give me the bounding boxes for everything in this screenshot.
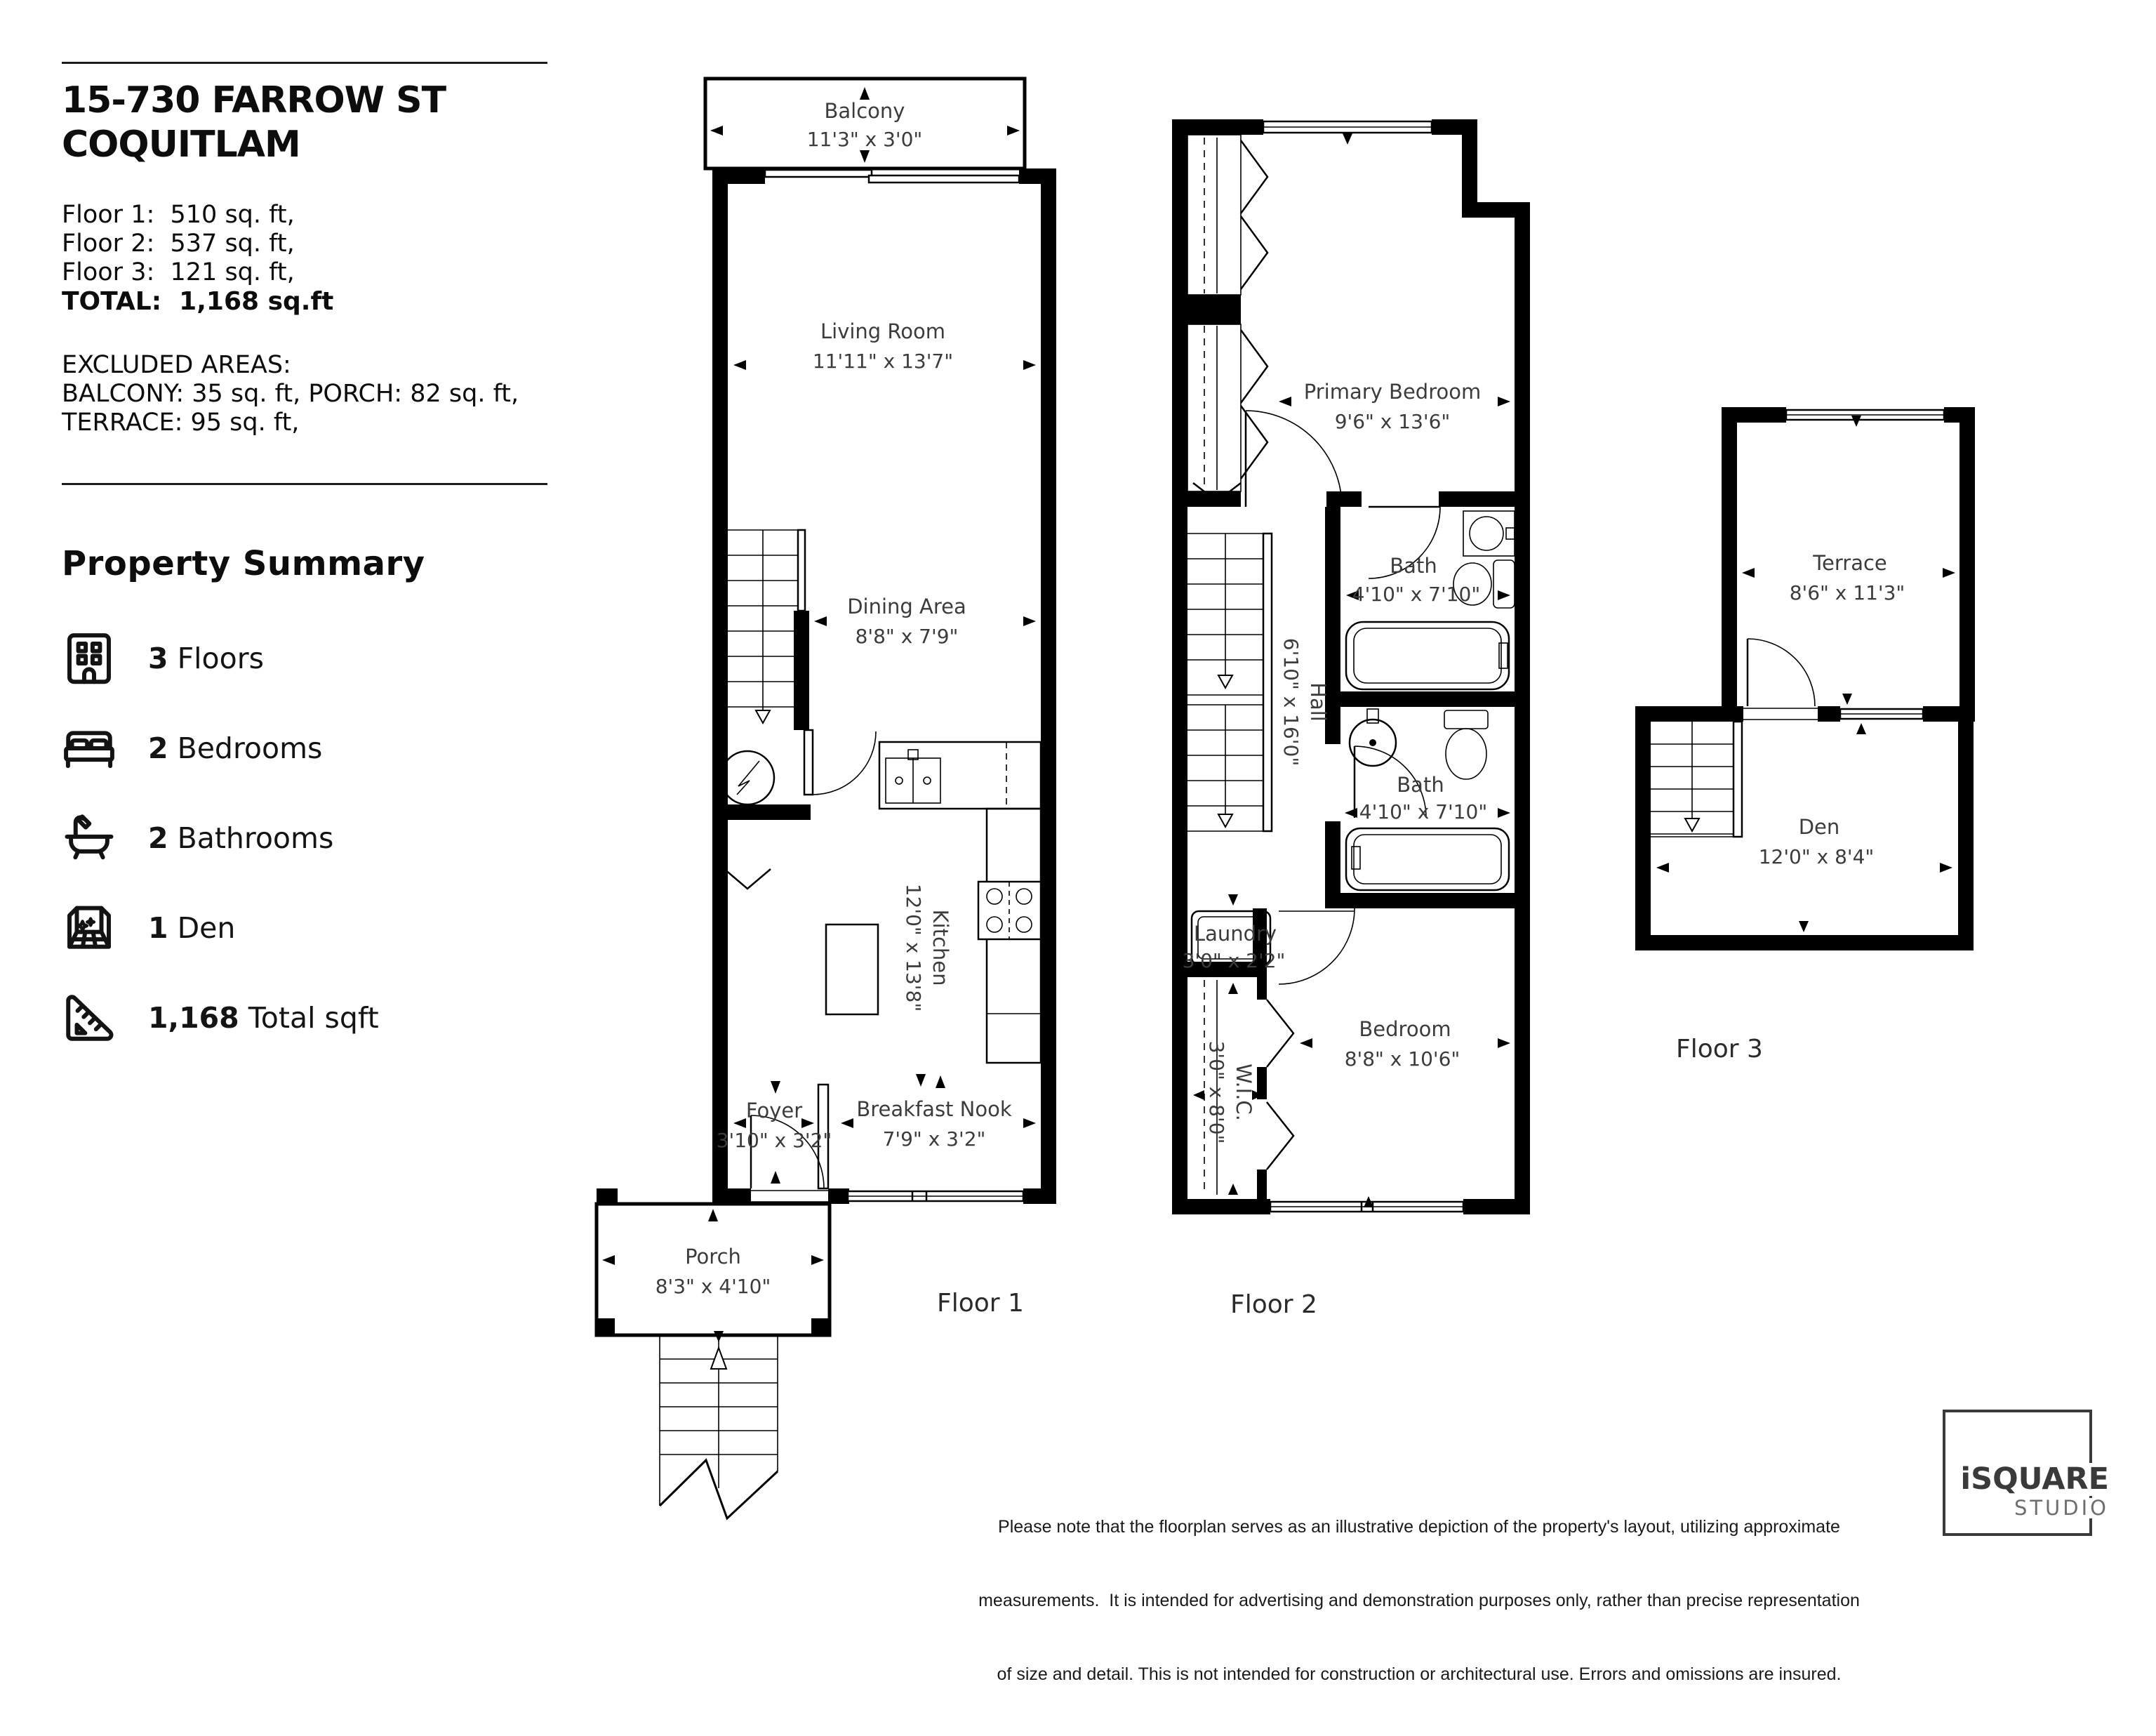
laundry-dims: 3'0" x 2'2" bbox=[1182, 949, 1286, 972]
terrace-label: Terrace bbox=[1813, 551, 1887, 575]
bedrooms-label: Bedrooms bbox=[177, 731, 323, 765]
floor3-walls bbox=[1635, 407, 1975, 950]
exterior-stairs bbox=[660, 1331, 778, 1518]
bathtub-icon bbox=[60, 809, 119, 868]
isquare-studio-logo bbox=[1943, 1410, 2109, 1536]
dining-area-dims: 8'8" x 7'9" bbox=[855, 625, 959, 648]
floor-areas bbox=[62, 201, 333, 316]
balcony-dims: 11'3" x 3'0" bbox=[806, 128, 923, 151]
dining-area-label: Dining Area bbox=[847, 595, 966, 618]
summary-item-den bbox=[60, 899, 235, 958]
floor1-label: Floor 1 bbox=[937, 1289, 1024, 1318]
summary-floors-text bbox=[148, 642, 264, 675]
bath2-fixtures bbox=[1346, 709, 1509, 890]
disclaimer-line-2: measurements. It is intended for advertising and demonstration purposes only, rather than precise representation bbox=[978, 1591, 1860, 1610]
bedrooms-count: 2 bbox=[148, 731, 168, 765]
bed-icon bbox=[60, 719, 119, 778]
summary-item-bedrooms bbox=[60, 719, 322, 778]
bath1-label: Bath bbox=[1390, 554, 1437, 578]
kitchen-dims: 12'0" x 13'8" bbox=[902, 883, 925, 1012]
address-line-1: 15-730 FARROW ST bbox=[62, 79, 446, 121]
kitchen-fixtures bbox=[826, 742, 1041, 1063]
den-label: Den bbox=[177, 911, 236, 945]
summary-total-text bbox=[148, 1001, 379, 1035]
wic-dims: 3'0" x 8'0" bbox=[1205, 1040, 1228, 1144]
den-label: Den bbox=[1798, 815, 1840, 839]
building-icon bbox=[60, 629, 119, 688]
logo-line-1: iSQUARE bbox=[1960, 1462, 2109, 1497]
total-sqft-label: Total sqft bbox=[248, 1001, 379, 1035]
water-heater bbox=[721, 751, 774, 804]
disclaimer-line-3: of size and detail. This is not intended for construction or architectural use. Errors and omissions are insured. bbox=[997, 1664, 1842, 1684]
bathrooms-count: 2 bbox=[148, 821, 168, 855]
terrace-door bbox=[1748, 639, 1815, 706]
ruler-icon bbox=[60, 988, 119, 1047]
foyer-door bbox=[751, 1115, 824, 1188]
floors-count: 3 bbox=[148, 642, 168, 675]
balcony-label: Balcony bbox=[824, 99, 905, 123]
property-address bbox=[62, 79, 446, 168]
kitchen-label-group bbox=[902, 884, 952, 1012]
den-count: 1 bbox=[148, 911, 168, 945]
disclaimer bbox=[907, 1466, 1931, 1736]
total-area: TOTAL: 1,168 sq.ft bbox=[62, 287, 334, 316]
summary-item-bathrooms bbox=[60, 809, 333, 868]
stair-door bbox=[804, 730, 876, 795]
bedroom2-door bbox=[1279, 908, 1355, 984]
floor1-dimension-arrows bbox=[733, 360, 1036, 1184]
floor3-plan bbox=[1614, 393, 2035, 1067]
floor3-label: Floor 3 bbox=[1676, 1035, 1763, 1064]
living-room-label: Living Room bbox=[820, 319, 946, 343]
bedroom2-dims: 8'8" x 10'6" bbox=[1344, 1047, 1460, 1071]
summary-bathrooms-text bbox=[148, 821, 333, 855]
floor2-stairs bbox=[1187, 483, 1272, 831]
total-sqft-count: 1,168 bbox=[148, 1001, 239, 1035]
disclaimer-line-1: Please note that the floorplan serves as an illustrative depiction of the property's layout, utilizing approximate bbox=[998, 1517, 1840, 1537]
porch-dims: 8'3" x 4'10" bbox=[655, 1275, 771, 1298]
floor2-plan bbox=[1144, 67, 1579, 1330]
floor2-area: Floor 2: 537 sq. ft, bbox=[62, 230, 295, 258]
top-divider bbox=[62, 62, 547, 64]
floor1-plan bbox=[590, 67, 1088, 1548]
kitchen-label: Kitchen bbox=[929, 909, 952, 986]
hall-dims: 6'10" x 16'0" bbox=[1279, 637, 1303, 767]
bottom-divider bbox=[62, 483, 547, 485]
floors-label: Floors bbox=[177, 642, 264, 675]
hall-label-group bbox=[1279, 638, 1330, 766]
bath2-label: Bath bbox=[1397, 773, 1444, 797]
summary-item-total bbox=[60, 988, 379, 1047]
bath1-dims: 4'10" x 7'10" bbox=[1352, 583, 1481, 606]
floor3-area: Floor 3: 121 sq. ft, bbox=[62, 258, 295, 286]
excluded-areas bbox=[62, 351, 519, 437]
wic-label-group bbox=[1205, 1041, 1256, 1144]
floor2-label: Floor 2 bbox=[1230, 1290, 1317, 1319]
floor1-porch bbox=[597, 1204, 830, 1335]
terrace-dims: 8'6" x 11'3" bbox=[1789, 581, 1905, 604]
floor1-balcony bbox=[705, 79, 1025, 168]
den-dims: 12'0" x 8'4" bbox=[1758, 845, 1875, 868]
laundry-label: Laundry bbox=[1193, 922, 1277, 946]
excluded-line-1: BALCONY: 35 sq. ft, PORCH: 82 sq. ft, bbox=[62, 380, 519, 408]
den-stairs bbox=[1651, 722, 1742, 837]
summary-bedrooms-text bbox=[148, 731, 322, 765]
primary-bedroom-label: Primary Bedroom bbox=[1303, 380, 1482, 404]
logo-line-2: STUDIO bbox=[2014, 1496, 2109, 1520]
wic-label: W.I.C. bbox=[1232, 1064, 1256, 1121]
bedroom2-label: Bedroom bbox=[1359, 1017, 1451, 1041]
hall-label: Hall bbox=[1306, 682, 1330, 722]
bathrooms-label: Bathrooms bbox=[177, 821, 334, 855]
den-icon bbox=[60, 899, 119, 958]
foyer-dims: 3'10" x 3'2" bbox=[716, 1129, 832, 1152]
porch-label: Porch bbox=[685, 1245, 741, 1268]
floor3-labels bbox=[1676, 551, 1905, 1064]
address-line-2: COQUITLAM bbox=[62, 124, 300, 166]
excluded-title: EXCLUDED AREAS: bbox=[62, 351, 291, 379]
breakfast-nook-dims: 7'9" x 3'2" bbox=[882, 1127, 986, 1151]
summary-den-text bbox=[148, 911, 235, 945]
floor1-labels bbox=[656, 99, 1024, 1318]
summary-title: Property Summary bbox=[62, 544, 425, 583]
foyer-label: Foyer bbox=[745, 1099, 803, 1122]
living-room-dims: 11'11" x 13'7" bbox=[812, 350, 954, 373]
floor1-stairs bbox=[724, 530, 805, 889]
summary-item-floors bbox=[60, 629, 264, 688]
primary-bedroom-dims: 9'6" x 13'6" bbox=[1334, 410, 1451, 433]
breakfast-nook-label: Breakfast Nook bbox=[856, 1097, 1012, 1121]
floor1-area: Floor 1: 510 sq. ft, bbox=[62, 201, 295, 229]
bath2-dims: 4'10" x 7'10" bbox=[1359, 800, 1488, 823]
excluded-line-2: TERRACE: 95 sq. ft, bbox=[62, 409, 300, 437]
